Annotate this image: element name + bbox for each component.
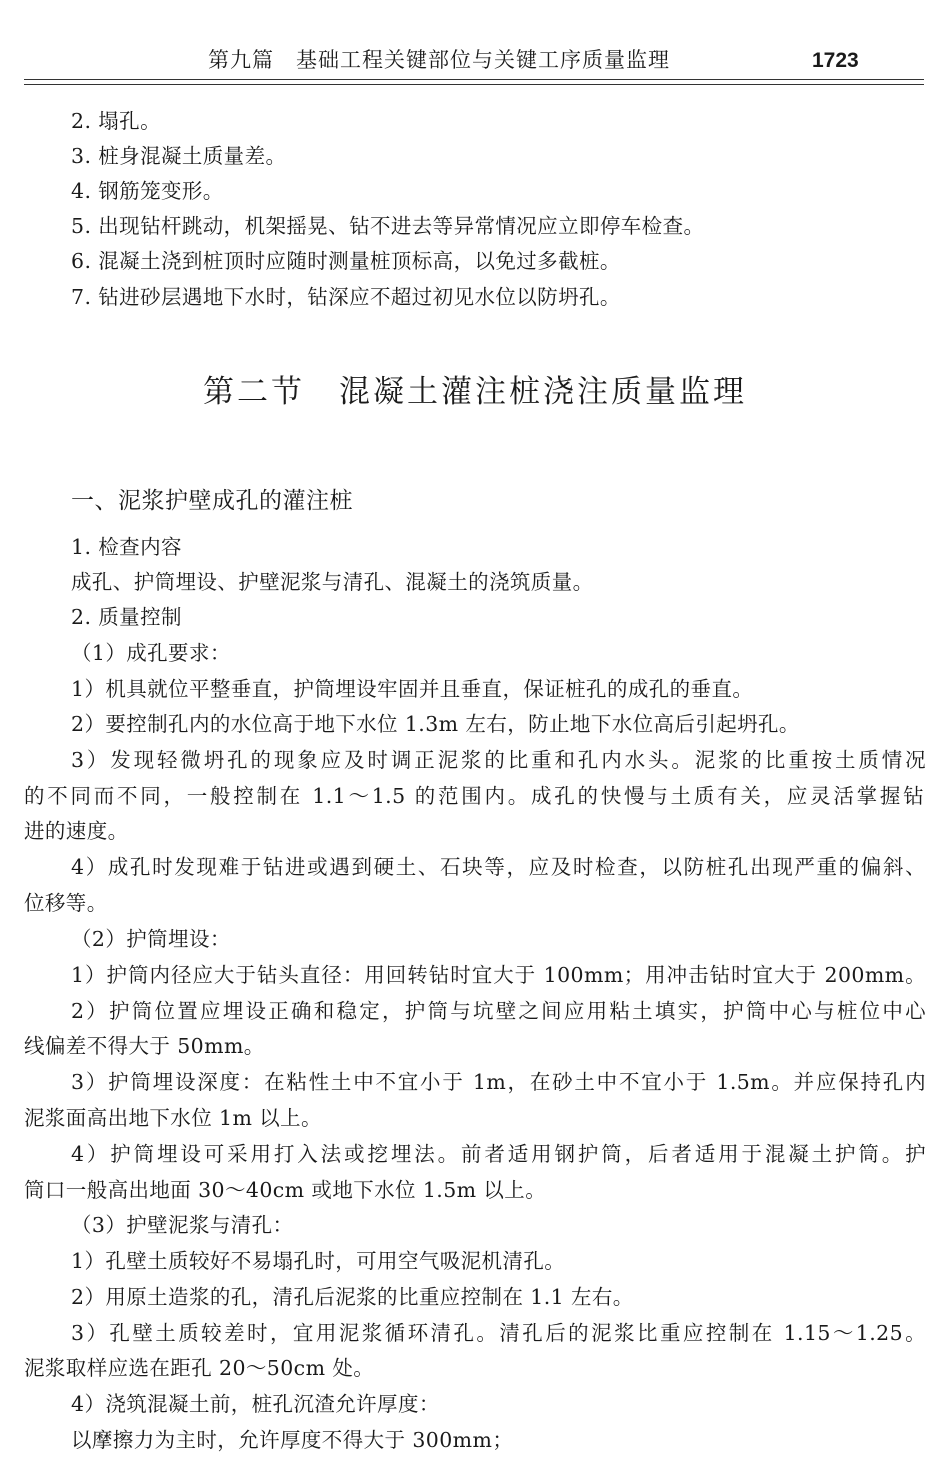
header-rule-top — [24, 79, 924, 80]
paragraph-line: 成孔、护筒埋设、护壁泥浆与清孔、混凝土的浇筑质量。 — [71, 570, 594, 594]
paragraph-line: （3）护壁泥浆与清孔： — [71, 1213, 294, 1237]
list-item: 5. 出现钻杆跳动，机架摇晃、钻不进去等异常情况应立即停车检查。 — [71, 214, 705, 238]
paragraph-line: 1）机具就位平整垂直，护筒埋设牢固并且垂直，保证桩孔的成孔的垂直。 — [71, 677, 754, 701]
list-item: 6. 混凝土浇到桩顶时应随时测量桩顶标高，以免过多截桩。 — [71, 249, 621, 273]
list-item: 4. 钢筋笼变形。 — [71, 179, 224, 203]
paragraph-line: 3）发现轻微坍孔的现象应及时调正泥浆的比重和孔内水头。泥浆的比重按土质情况 — [71, 748, 926, 772]
paragraph-line: 3）护筒埋设深度：在粘性土中不宜小于 1m，在砂土中不宜小于 1.5m。并应保持孔内 — [71, 1070, 926, 1094]
page-header — [0, 0, 950, 90]
running-header-title: 第九篇 基础工程关键部位与关键工序质量监理 — [208, 48, 670, 72]
paragraph-line: 2）用原土造浆的孔，清孔后泥浆的比重应控制在 1.1 左右。 — [71, 1285, 634, 1309]
paragraph-line: 3）孔壁土质较差时，宜用泥浆循环清孔。清孔后的泥浆比重应控制在 1.15～1.25。 — [71, 1321, 926, 1345]
paragraph-line: （2）护筒埋设： — [71, 927, 231, 951]
list-item: 2. 塌孔。 — [71, 109, 161, 133]
page-number: 1723 — [812, 49, 859, 72]
paragraph-line: 的不同而不同，一般控制在 1.1～1.5 的范围内。成孔的快慢与土质有关，应灵活掌握钻 — [24, 784, 924, 808]
paragraph-line: 1. 检查内容 — [71, 535, 182, 559]
paragraph-line: 1）孔壁土质较好不易塌孔时，可用空气吸泥机清孔。 — [71, 1249, 566, 1273]
paragraph-line: 泥浆取样应选在距孔 20～50cm 处。 — [24, 1356, 375, 1380]
paragraph-line: 4）成孔时发现难于钻进或遇到硬土、石块等，应及时检查，以防桩孔出现严重的偏斜、 — [71, 855, 926, 879]
paragraph-line: 2）要控制孔内的水位高于地下水位 1.3m 左右，防止地下水位高后引起坍孔。 — [71, 712, 800, 736]
paragraph-line: 线偏差不得大于 50mm。 — [24, 1034, 265, 1058]
section-title: 第二节 混凝土灌注桩浇注质量监理 — [203, 374, 747, 410]
paragraph-line: 2）护筒位置应埋设正确和稳定，护筒与坑壁之间应用粘土填实，护筒中心与桩位中心 — [71, 999, 926, 1023]
paragraph-line: 以摩擦力为主时，允许厚度不得大于 300mm； — [71, 1428, 514, 1452]
paragraph-line: 2. 质量控制 — [71, 605, 182, 629]
paragraph-line: 4）浇筑混凝土前，桩孔沉渣允许厚度： — [71, 1392, 440, 1416]
list-item: 3. 桩身混凝土质量差。 — [71, 144, 287, 168]
paragraph-line: 1）护筒内径应大于钻头直径：用回转钻时宜大于 100mm；用冲击钻时宜大于 200mm。 — [71, 963, 926, 987]
paragraph-line: 进的速度。 — [24, 819, 129, 843]
list-item: 7. 钻进砂层遇地下水时，钻深应不超过初见水位以防坍孔。 — [71, 285, 621, 309]
paragraph-line: 位移等。 — [24, 891, 108, 915]
paragraph-line: 筒口一般高出地面 30～40cm 或地下水位 1.5m 以上。 — [24, 1178, 547, 1202]
paragraph-line: 4）护筒埋设可采用打入法或挖埋法。前者适用钢护筒，后者适用于混凝土护筒。护 — [71, 1142, 926, 1166]
sub-heading: 一、泥浆护壁成孔的灌注桩 — [71, 488, 353, 514]
header-rule-bottom — [24, 84, 924, 85]
paragraph-line: 泥浆面高出地下水位 1m 以上。 — [24, 1106, 322, 1130]
paragraph-line: （1）成孔要求： — [71, 641, 231, 665]
